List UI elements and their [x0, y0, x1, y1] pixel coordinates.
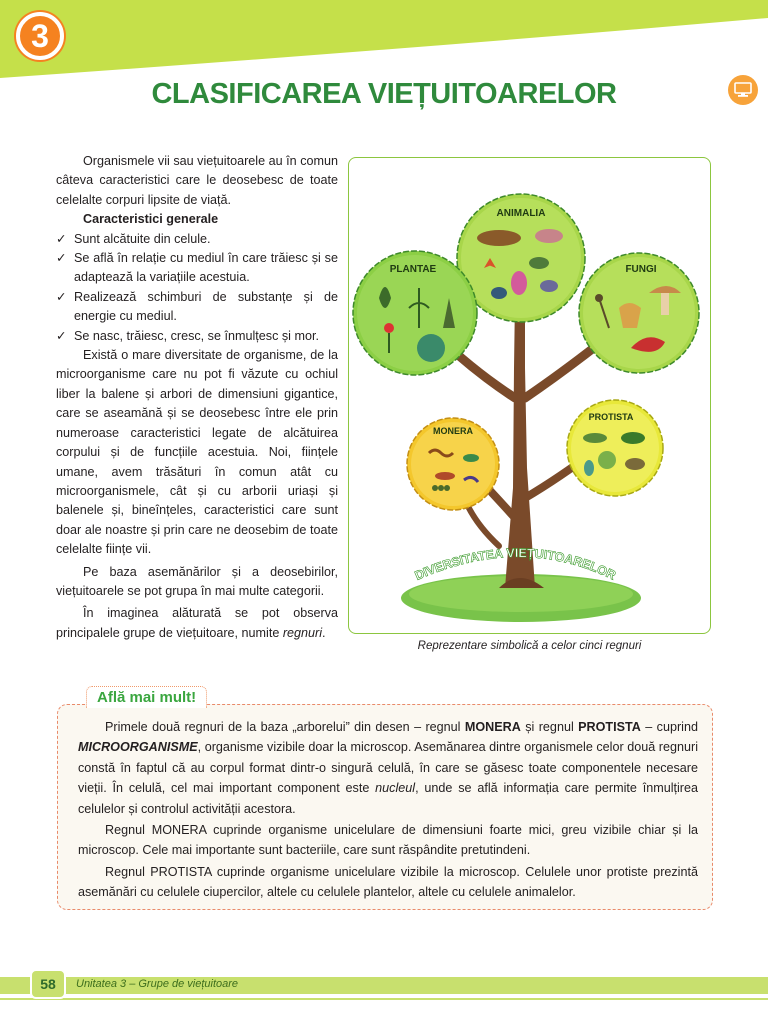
check-icon: ✓ — [56, 289, 67, 304]
tree-illustration — [348, 157, 711, 634]
list-item: ✓ Se nasc, trăiesc, cresc, se înmulțesc și mor. — [56, 327, 338, 346]
chapter-number: 3 — [31, 17, 49, 54]
check-icon: ✓ — [56, 251, 67, 266]
intro-paragraph: Organismele vii sau viețuitoarele au în comun câteva caracteristici care le deosebesc de toate celelalte corpuri lipsite de viață. — [56, 154, 338, 207]
chapter-badge — [16, 12, 64, 60]
regnuri-term: regnuri — [282, 625, 323, 640]
check-icon: ✓ — [56, 328, 67, 343]
diversity-paragraph: Există o mare diversitate de organisme, de la microorganisme care nu pot fi văzute cu ochiul liber la balene și arbori de dimensiuni gigantice, care se aseamănă și se deosebesc între ele prin numeroase caracteristici legate de alcătuirea corpului și de funcțiile acestuia. Noi, ființele umane, avem trăsături în comun atât cu microorganismele, cât și cu arborii uriași și balenele și, bineînțeles, caracteristici care sunt doar ale noastre și prin care ne deosebim de toate celelalte ființe vii. — [56, 348, 338, 557]
footer-unit-title: Unitatea 3 – Grupe de viețuitoare — [76, 978, 239, 990]
learn-more-box — [57, 704, 713, 910]
label-plantae: PLANTAE — [389, 264, 437, 275]
info-paragraph-1: Primele două regnuri de la baza „arborelui” din desen – regnul MONERA și regnul PROTISTA – cuprind MICROORGANISME, organisme vizibile doar la microscop. Asemănarea dintre organismele celor două regnuri constă în faptul că au corpul format dintr-o singură celulă, în care se găsesc toate componentele necesare vieții. În celulă, cel mai important component este nucleul, unde se află informația care permite înmulțirea celulelor și controlul activității acestora. — [78, 720, 699, 816]
label-monera: MONERA — [433, 426, 473, 436]
list-item: ✓ Sunt alcătuite din celule. — [56, 230, 338, 249]
learn-more-tab: Află mai mult! — [86, 686, 207, 708]
footer-line — [0, 998, 768, 1000]
page-number: 58 — [30, 969, 66, 999]
list-item: ✓ Se află în relație cu mediul în care trăiesc și se adaptează la variațiile acestuia. — [56, 251, 338, 285]
main-text — [56, 152, 338, 643]
label-protista: PROTISTA — [588, 412, 634, 422]
list-item: ✓ Realizează schimburi de substanțe și de energie cu mediul. — [56, 289, 338, 324]
grouping-paragraph: Pe baza asemănărilor și a deosebirilor, viețuitoarele se pot grupa în mai multe categorii. — [56, 564, 338, 598]
diversity-arc-text: DIVERSITATEA VIEȚUITOARELOR — [412, 545, 618, 583]
page-title: CLASIFICAREA VIEȚUITOARELOR — [151, 78, 617, 110]
figure-caption: Reprezentare simbolică a celor cinci regnuri — [417, 640, 642, 652]
tree-svg — [349, 158, 711, 634]
label-fungi: FUNGI — [625, 264, 657, 275]
header-band — [0, 0, 768, 80]
info-paragraph-3: Regnul PROTISTA cuprinde organisme unicelulare vizibile la microscop. Celulele unor protiste prezintă asemănări cu celulele ciupercilor, altele cu celulele plantelor, altele cu celulele animalelor. — [78, 864, 698, 900]
tree-trunk — [505, 298, 535, 588]
kingdoms-paragraph: În imaginea alăturată se pot observa principalele grupe de viețuitoare, numite regnuri. — [56, 606, 338, 640]
info-paragraph-2: Regnul MONERA cuprinde organisme unicelulare de dimensiuni foarte mici, greu vizibile chiar și la microscop. Cele mai importante sunt bacteriile, care sunt răspândite pretutindeni. — [78, 823, 698, 858]
monitor-icon[interactable] — [728, 75, 758, 105]
characteristics-heading: Caracteristici generale — [83, 212, 219, 227]
label-animalia: ANIMALIA — [496, 208, 546, 219]
characteristics-list — [56, 230, 338, 346]
check-icon: ✓ — [56, 231, 67, 246]
